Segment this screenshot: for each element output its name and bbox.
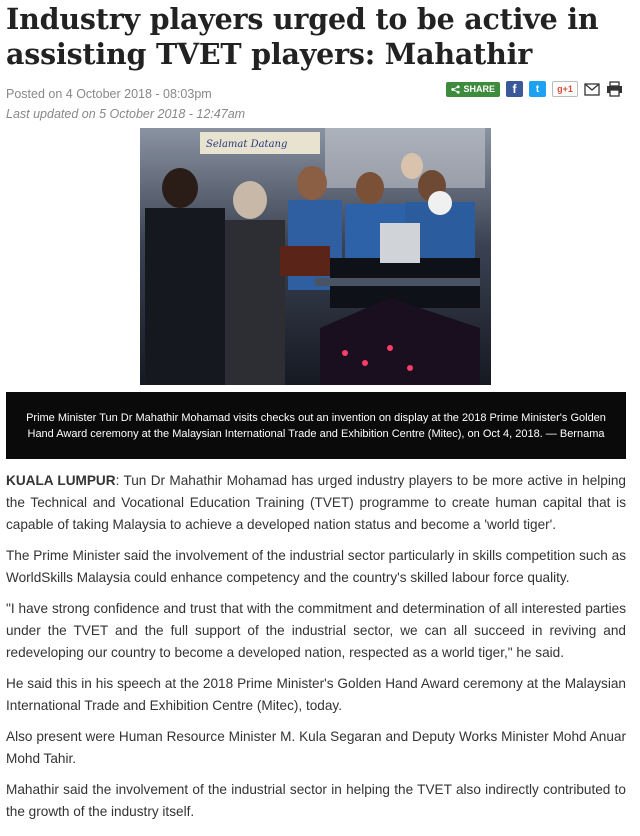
dateline: KUALA LUMPUR (6, 473, 116, 488)
share-icon (451, 85, 460, 94)
paragraph-3: "I have strong confidence and trust that with the commitment and determination of all interested parties under the TVET and the full support of the industrial sector, we can all succeed in reviving and redeveloping our country to become a developed nation, respected as a world tiger," he said. (6, 601, 626, 660)
article-photo (140, 128, 491, 385)
paragraph-2: The Prime Minister said the involvement of the industrial sector particularly in skills competition such as WorldSkills Malaysia could enhance competency and the country's skilled labour force quality. (6, 548, 626, 585)
posted-date: Posted on 4 October 2018 - 08:03pm (6, 87, 212, 101)
caption-text: Prime Minister Tun Dr Mahathir Mohamad visits checks out an invention on display at the 2018 Prime Minister's Golden Hand Award ceremony at the Malaysian International Trade and Exhibition Centre (Mitec), on Oct 4, 2018. — Bernama (26, 411, 606, 440)
paragraph-4: He said this in his speech at the 2018 Prime Minister's Golden Hand Award ceremony at the Malaysian International Trade and Exhibition Centre (Mitec), today. (6, 676, 626, 713)
article-body (6, 470, 626, 832)
photo-caption (6, 392, 626, 459)
paragraph-6: Mahathir said the involvement of the industrial sector in helping the TVET also indirectly contributed to the growth of the industry itself. (6, 782, 626, 819)
paragraph-5: Also present were Human Resource Minister M. Kula Segaran and Deputy Works Minister Mohd Anuar Mohd Tahir. (6, 729, 626, 766)
banner-text: Selamat Datang (206, 139, 288, 150)
google-plus-icon[interactable]: g+1 (552, 81, 578, 97)
share-bar (446, 80, 623, 98)
article-headline: Industry players urged to be active in assisting TVET players: Mahathir (6, 2, 599, 71)
share-label: SHARE (463, 84, 495, 94)
paragraph-1-text: : Tun Dr Mahathir Mohamad has urged industry players to be more active in helping the Technical and Vocational Education Training (TVET) programme to create human capital that is capable of taking Malaysia to achieve a developed nation status and become a 'world tiger'. (6, 473, 626, 532)
email-icon[interactable] (584, 83, 600, 96)
updated-date: Last updated on 5 October 2018 - 12:47am (6, 107, 246, 121)
share-button[interactable] (446, 82, 500, 97)
paragraph-1 (6, 470, 626, 536)
photo-illustration (140, 128, 491, 385)
facebook-icon[interactable]: f (506, 81, 523, 97)
twitter-icon[interactable]: t (529, 81, 546, 97)
print-icon[interactable] (606, 81, 623, 97)
